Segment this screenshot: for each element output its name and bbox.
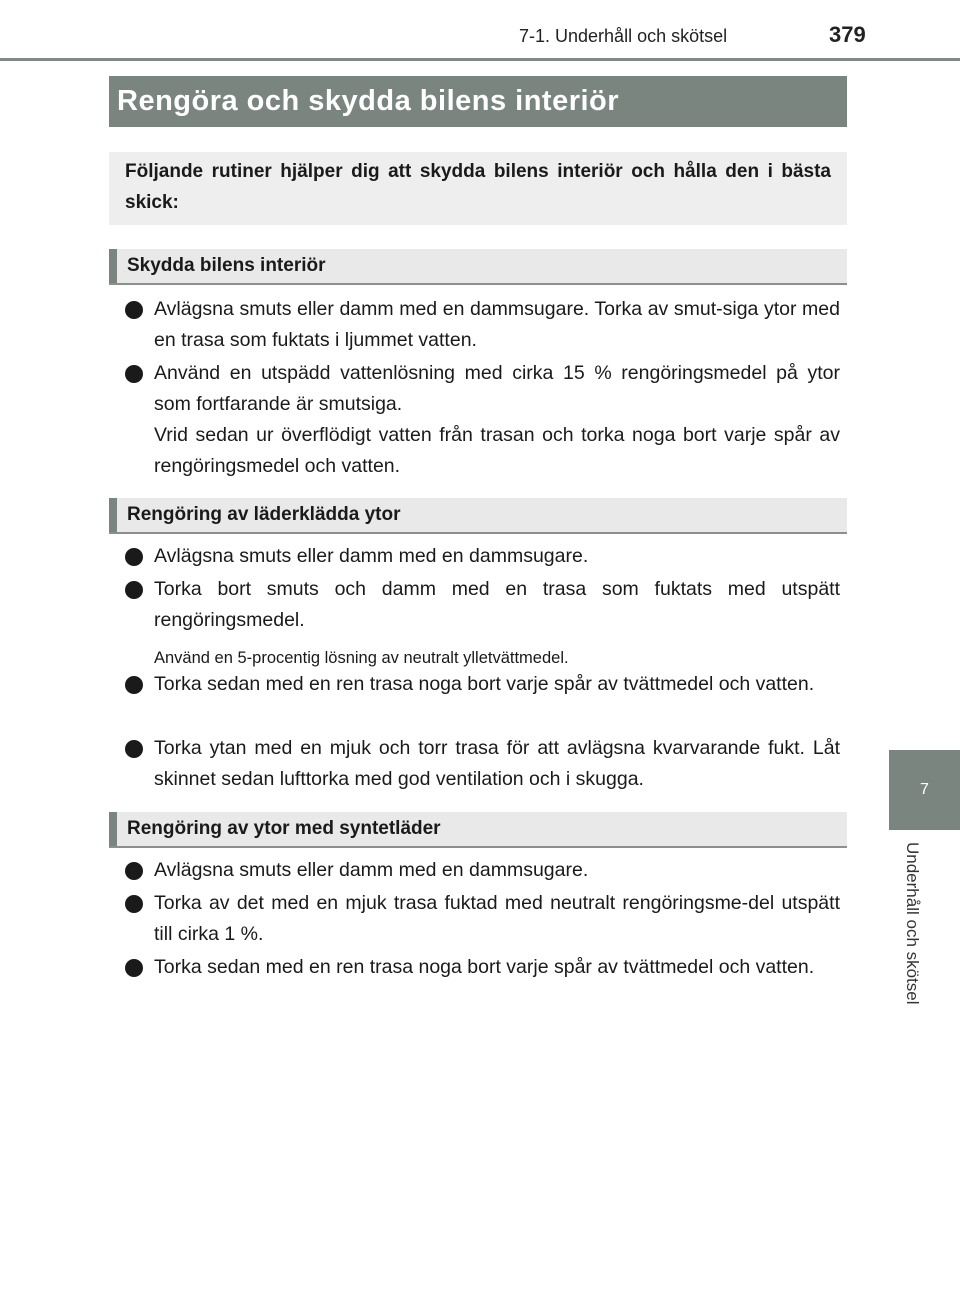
section-heading-leather [109,498,847,534]
section-heading-label: Rengöring av läderklädda ytor [127,504,401,525]
running-header-title: 7-1. Underhåll och skötsel [519,26,728,46]
intro-text: Följande rutiner hjälper dig att skydda bilens interiör och hålla den i bästa skick: [125,161,831,213]
bullet-icon [125,581,143,599]
list-item [125,574,840,636]
section-heading-label: Rengöring av ytor med syntetläder [127,818,441,839]
intro-box [109,152,847,225]
list-item [125,541,840,572]
chapter-tab [889,750,960,830]
list-item [125,888,840,950]
bullet-icon [125,365,143,383]
chapter-number: 7 [920,781,929,798]
list-item-text: Torka ytan med en mjuk och torr trasa för att avlägsna kvarvarande fukt. Låt skinnet sedan lufttorka med god ventilation och i skugga. [154,737,840,790]
list-item [125,358,840,482]
section-heading-accent [109,498,117,532]
list-item-continuation: Vrid sedan ur överflödigt vatten från trasan och torka noga bort varje spår av rengöringsmedel och vatten. [154,424,840,477]
list-item [125,669,840,700]
list-item-text: Torka av det med en mjuk trasa fuktad med neutralt rengöringsme-del utspätt till cirka 1 %. [154,892,840,945]
list-item [125,952,840,983]
page-number: 379 [829,22,866,47]
section-heading-accent [109,812,117,846]
list-item-text: Avlägsna smuts eller damm med en dammsugare. [154,859,589,881]
list-item-note: Använd en 5-procentig lösning av neutralt ylletvättmedel. [154,649,569,667]
list-item-text: Avlägsna smuts eller damm med en dammsugare. [154,545,589,567]
list-item-text: Avlägsna smuts eller damm med en dammsugare. Torka av smut-siga ytor med en trasa som fuktats i ljummet vatten. [154,298,840,351]
list-item [125,294,840,356]
bullet-icon [125,548,143,566]
bullet-icon [125,895,143,913]
section-heading-accent [109,249,117,283]
section-heading-protect-interior [109,249,847,285]
bullet-icon [125,676,143,694]
list-item-text: Torka bort smuts och damm med en trasa som fuktats med utspätt rengöringsmedel. [154,578,840,631]
bullet-icon [125,862,143,880]
list-item-text: Använd en utspädd vattenlösning med cirka 15 % rengöringsmedel på ytor som fortfarande är smutsiga. [154,362,840,415]
list-item [125,733,840,795]
bullet-icon [125,740,143,758]
bullet-icon [125,959,143,977]
chapter-side-label: Underhåll och skötsel [903,842,922,1005]
bullet-icon [125,301,143,319]
page-title: Rengöra och skydda bilens interiör [109,76,847,127]
list-item-text: Torka sedan med en ren trasa noga bort varje spår av tvättmedel och vatten. [154,673,815,695]
list-item [125,855,840,886]
section-heading-synthetic-leather [109,812,847,848]
section-heading-label: Skydda bilens interiör [127,255,326,276]
header-divider [0,58,960,61]
list-item-text: Torka sedan med en ren trasa noga bort varje spår av tvättmedel och vatten. [154,956,815,978]
